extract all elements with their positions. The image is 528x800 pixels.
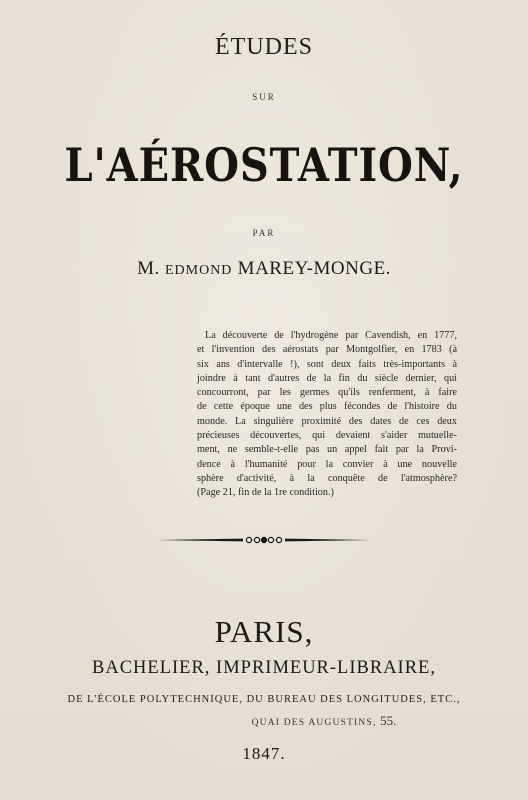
imprint-address [60,713,528,729]
quote-line: joindre à tant d'autres de la fin du siècle dernier, qui [197,372,457,384]
quote-line: dence à l'humanité pour la convier à une nouvelle [197,458,457,470]
quote-line: (Page 21, fin de la 1re condition.) [197,487,334,499]
author-first-name: EDMOND [164,263,233,278]
address-number: 55. [380,713,397,728]
ornament-rule-icon [155,533,373,547]
title-line-sur: SUR [252,92,276,102]
imprint-institution: DE L'ÉCOLE POLYTECHNIQUE, DU BUREAU DES LONGITUDES, ETC., [67,694,461,705]
epigraph-quote [197,329,457,501]
imprint-publisher: BACHELIER, IMPRIMEUR-LIBRAIRE, [92,658,436,678]
quote-line: six ans d'intervalle !), sont deux faits très-importants à [197,358,457,370]
quote-line: de cette époque une des plus fécondes de l'histoire du [197,401,457,413]
quote-line: La découverte de l'hydrogène par Cavendish, en 1777, [205,330,457,341]
publication-year: 1847. [242,744,286,763]
title-line-etudes: ÉTUDES [215,34,313,60]
quote-line: monde. La singulière proximité des dates de ces deux [197,415,457,427]
address-street: QUAI DES AUGUSTINS, [251,718,377,728]
quote-line: sphère d'activité, à la conquête de l'atmosphère? [197,472,457,484]
quote-line: ment, ne semble-t-elle pas un appel fait par la Provi- [197,444,457,456]
quote-line: et l'invention des aérostats par Montgolfier, en 1783 (à [197,344,457,356]
quote-line: concourront, par les germes qu'ils renferment, à faire [197,387,457,399]
author-prefix: M. [137,258,160,279]
author-last-name: MAREY-MONGE. [237,258,391,279]
quote-line: précieuses découvertes, qui devaient s'aider mutuelle- [197,430,457,442]
author-name [0,258,528,280]
by-line: PAR [252,228,276,238]
main-title: L'AÉROSTATION, [64,138,464,192]
imprint-city: PARIS, [214,614,314,649]
